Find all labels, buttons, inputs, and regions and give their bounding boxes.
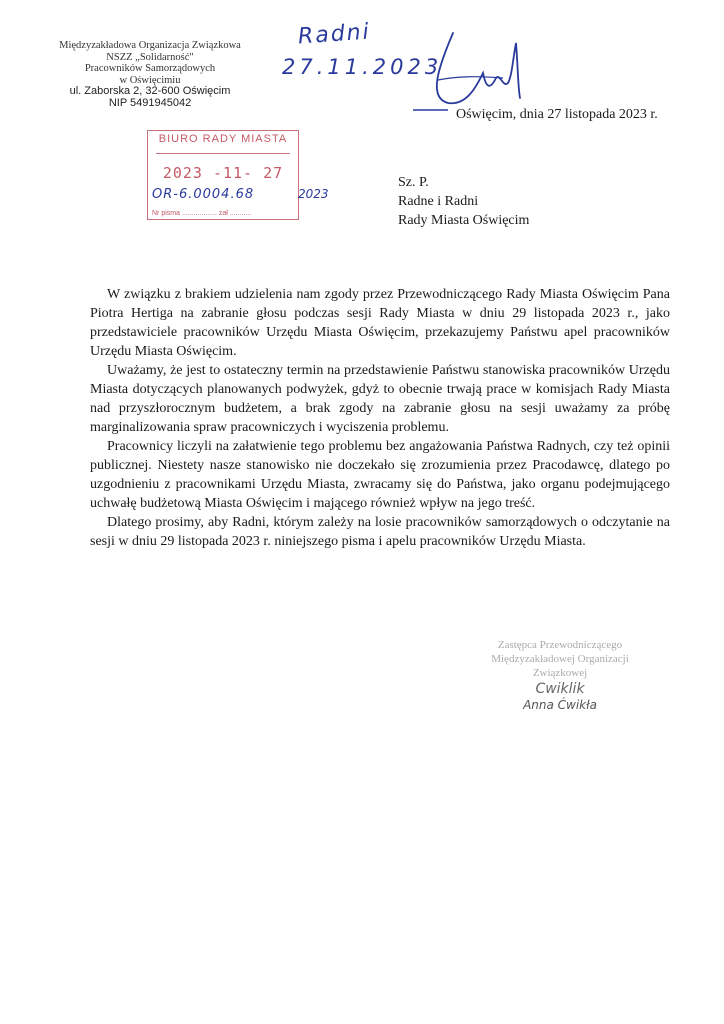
handwritten-radni-note: Radni <box>297 19 372 50</box>
body-paragraph: Dlatego prosimy, aby Radni, którym zależy na losie pracowników samorządowych o odczytanie na sesji w dniu 29 listopada 2023 r. niniejszego pisma i apelu pracowników Urzędu Miasta. <box>90 515 670 549</box>
recipient-salutation: Sz. P. <box>398 175 429 190</box>
registry-stamp <box>147 130 299 220</box>
closing-signature-block <box>470 638 650 712</box>
sender-workers-line: Pracowników Samorządowych <box>84 63 216 74</box>
sender-city-line: w Oświęcimiu <box>119 74 181 86</box>
handwritten-reference-number: OR-6.0004.68 <box>152 187 255 202</box>
stamp-date: 2023 -11- 27 <box>162 164 284 182</box>
stamp-nr-label: Nr pisma .................. zał ........... <box>152 210 252 217</box>
recipient-addressee: Radne i Radni <box>398 194 479 209</box>
sender-org-line: Międzyzakładowa Organizacja Związkowa <box>59 40 241 51</box>
handwritten-signature <box>408 28 538 118</box>
stamp-divider <box>156 153 290 154</box>
body-paragraph: Uważamy, że jest to ostateczny termin na przedstawienie Państwu stanowiska pracowników Urzędu Miasta dotyczących planowanych podwyżek, gdyż to obecnie trwają prace w komisjach Rady Miasta nad przyszłorocznym budżetem, a brak zgody na zabranie głosu na sesji uważamy za próbę marginalizowania spraw pracowniczych i wyciszenia problemu. <box>90 363 670 435</box>
recipient-council: Rady Miasta Oświęcim <box>398 213 530 228</box>
closing-role-line: Zastępca Przewodniczącego <box>497 639 623 651</box>
sender-union-line: NSZZ „Solidarność" <box>106 51 194 63</box>
place-and-date: Oświęcim, dnia 27 listopada 2023 r. <box>456 107 658 122</box>
body-paragraph: Pracownicy liczyli na załatwienie tego problemu bez angażowania Państwa Radnych, czy też opinii publicznej. Niestety nasze stanowisko nie doczekało się zrozumienia przez Pracodawcę, dlatego po uzgodnieniu z pracownikami Urzędu Miasta, zwracamy się do Państwa, jako organu podejmującego uchwałę budżetową Miasta Oświęcim i mającego również wpływ na jego treść. <box>90 439 670 511</box>
recipient-block <box>398 173 529 230</box>
stamp-title: BIURO RADY MIASTA <box>158 133 288 145</box>
closing-org-line: Międzyzakładowej Organizacji Związkowej <box>491 653 629 679</box>
handwritten-date-note: 27.11.2023 <box>282 55 443 79</box>
sender-nip: NIP 5491945042 <box>108 96 192 109</box>
letter-body <box>90 285 670 551</box>
sender-header <box>0 40 300 109</box>
handwritten-reference-year: 2023 <box>298 187 329 201</box>
closing-signer-name: Anna Ćwikła <box>523 698 597 712</box>
sender-address: ul. Zaborska 2, 32-600 Oświęcim <box>69 85 231 97</box>
body-paragraph: W związku z brakiem udzielenia nam zgody przez Przewodniczącego Rady Miasta Oświęcim Pana Piotra Hertiga na zabranie głosu podczas sesji Rady Miasta w dniu 29 listopada 2023 r., jako przedstawiciele pracowników Urzędu Miasta Oświęcim, przekazujemy Państwu apel pracowników Urzędu Miasta Oświęcim. <box>90 287 670 359</box>
closing-handwritten-signature: Cwiklik <box>535 681 585 697</box>
